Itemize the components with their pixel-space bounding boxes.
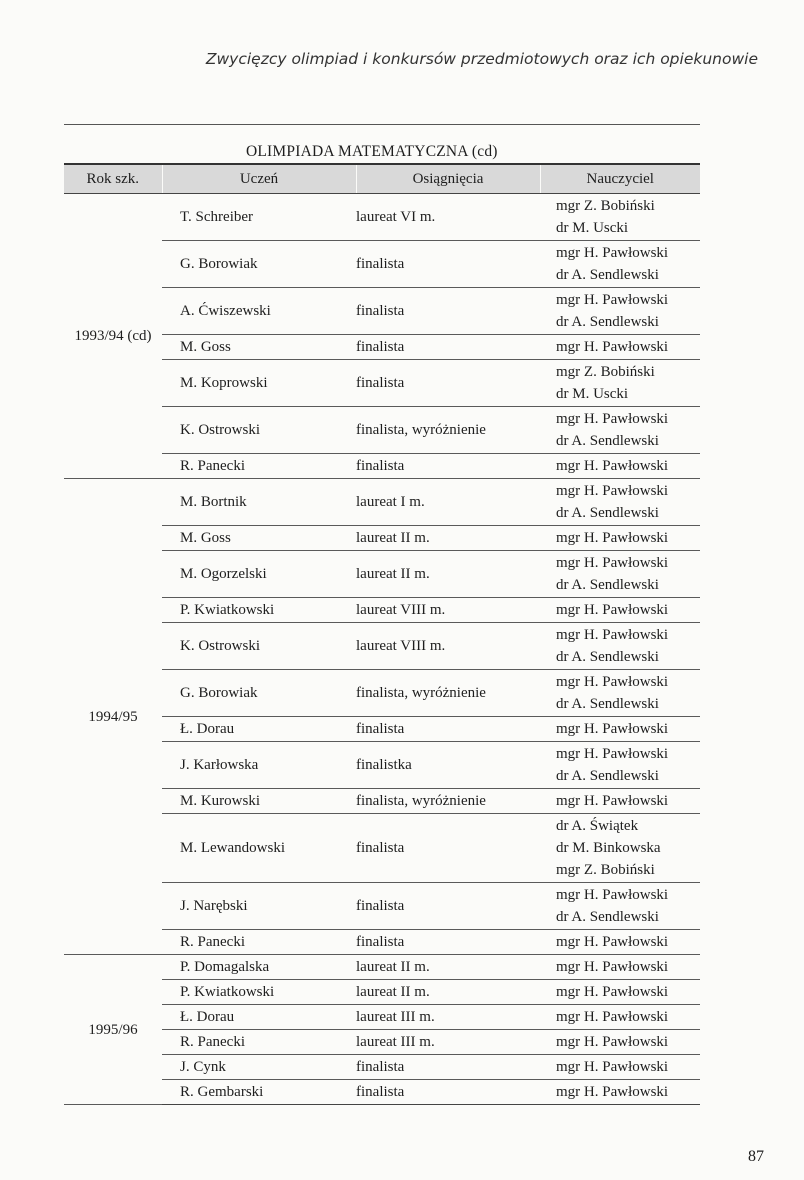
teacher-name: dr A. Sendlewski — [556, 314, 659, 330]
teacher-name: mgr H. Pawłowski — [556, 1034, 669, 1050]
teacher-name: mgr H. Pawłowski — [556, 530, 669, 546]
teacher-name: mgr H. Pawłowski — [556, 458, 669, 474]
teacher-name: mgr H. Pawłowski — [556, 602, 669, 618]
column-header-student: Uczeń — [162, 164, 356, 194]
column-header-teacher: Nauczyciel — [540, 164, 700, 194]
teacher-name: mgr H. Pawłowski — [556, 1084, 669, 1100]
achievement-cell: laureat I m. — [356, 479, 540, 526]
table-row — [64, 955, 700, 980]
achievement-cell: finalista — [356, 814, 540, 883]
teacher-name: mgr H. Pawłowski — [556, 746, 669, 762]
teacher-cell — [540, 789, 700, 814]
student-cell: J. Narębski — [162, 883, 356, 930]
student-cell: G. Borowiak — [162, 241, 356, 288]
teacher-cell — [540, 883, 700, 930]
column-header-year: Rok szk. — [64, 164, 162, 194]
teacher-name: dr A. Świątek — [556, 818, 639, 834]
achievement-cell: laureat VIII m. — [356, 623, 540, 670]
student-cell: P. Kwiatkowski — [162, 980, 356, 1005]
teacher-name: mgr Z. Bobiński — [556, 364, 655, 380]
teacher-name: mgr H. Pawłowski — [556, 555, 669, 571]
school-year-cell: 1994/95 — [64, 479, 162, 955]
teacher-cell — [540, 551, 700, 598]
teacher-name: mgr H. Pawłowski — [556, 721, 669, 737]
teacher-name: mgr H. Pawłowski — [556, 1009, 669, 1025]
teacher-cell — [540, 1080, 700, 1105]
teacher-name: mgr H. Pawłowski — [556, 1059, 669, 1075]
student-cell: K. Ostrowski — [162, 623, 356, 670]
teacher-name: dr A. Sendlewski — [556, 577, 659, 593]
teacher-cell — [540, 598, 700, 623]
achievement-cell: laureat II m. — [356, 955, 540, 980]
teacher-name: dr A. Sendlewski — [556, 696, 659, 712]
teacher-cell — [540, 360, 700, 407]
student-cell: R. Gembarski — [162, 1080, 356, 1105]
teacher-cell — [540, 742, 700, 789]
teacher-name: dr M. Uscki — [556, 220, 629, 236]
student-cell: A. Ćwiszewski — [162, 288, 356, 335]
achievement-cell: laureat II m. — [356, 551, 540, 598]
teacher-name: mgr Z. Bobiński — [556, 198, 655, 214]
table-body — [64, 194, 700, 1105]
teacher-name: mgr H. Pawłowski — [556, 483, 669, 499]
teacher-name: mgr H. Pawłowski — [556, 339, 669, 355]
teacher-cell — [540, 1030, 700, 1055]
teacher-name: dr A. Sendlewski — [556, 433, 659, 449]
teacher-cell — [540, 670, 700, 717]
achievement-cell: finalista — [356, 335, 540, 360]
teacher-name: dr M. Uscki — [556, 386, 629, 402]
table-title: OLIMPIADA MATEMATYCZNA (cd) — [246, 143, 498, 160]
achievement-cell: finalista — [356, 883, 540, 930]
achievement-cell: laureat VIII m. — [356, 598, 540, 623]
achievement-cell: finalistka — [356, 742, 540, 789]
achievement-cell: laureat VI m. — [356, 194, 540, 241]
teacher-cell — [540, 454, 700, 479]
achievement-cell: laureat II m. — [356, 526, 540, 551]
teacher-cell — [540, 930, 700, 955]
page-number: 87 — [748, 1148, 764, 1165]
student-cell: M. Koprowski — [162, 360, 356, 407]
student-cell: M. Bortnik — [162, 479, 356, 526]
achievement-cell: laureat III m. — [356, 1030, 540, 1055]
teacher-name: dr A. Sendlewski — [556, 768, 659, 784]
teacher-cell — [540, 241, 700, 288]
teacher-name: dr A. Sendlewski — [556, 649, 659, 665]
results-table — [64, 163, 700, 1105]
school-year-cell: 1993/94 (cd) — [64, 194, 162, 479]
teacher-name: mgr H. Pawłowski — [556, 292, 669, 308]
teacher-name: mgr H. Pawłowski — [556, 411, 669, 427]
teacher-cell — [540, 479, 700, 526]
table-row — [64, 479, 700, 526]
student-cell: K. Ostrowski — [162, 407, 356, 454]
teacher-cell — [540, 623, 700, 670]
table-row — [64, 194, 700, 241]
column-header-achievement: Osiągnięcia — [356, 164, 540, 194]
achievement-cell: laureat II m. — [356, 980, 540, 1005]
teacher-name: mgr H. Pawłowski — [556, 887, 669, 903]
student-cell: Ł. Dorau — [162, 717, 356, 742]
teacher-cell — [540, 335, 700, 360]
achievement-cell: finalista — [356, 930, 540, 955]
student-cell: G. Borowiak — [162, 670, 356, 717]
achievement-cell: finalista, wyróżnienie — [356, 407, 540, 454]
teacher-name: dr M. Binkowska — [556, 840, 661, 856]
teacher-name: mgr H. Pawłowski — [556, 984, 669, 1000]
achievement-cell: finalista, wyróżnienie — [356, 670, 540, 717]
achievement-cell: finalista — [356, 1055, 540, 1080]
student-cell: R. Panecki — [162, 1030, 356, 1055]
achievement-cell: finalista, wyróżnienie — [356, 789, 540, 814]
teacher-name: mgr H. Pawłowski — [556, 934, 669, 950]
student-cell: M. Ogorzelski — [162, 551, 356, 598]
achievement-cell: finalista — [356, 1080, 540, 1105]
teacher-cell — [540, 526, 700, 551]
teacher-cell — [540, 814, 700, 883]
school-year-cell: 1995/96 — [64, 955, 162, 1105]
teacher-name: mgr H. Pawłowski — [556, 245, 669, 261]
achievement-cell: finalista — [356, 288, 540, 335]
teacher-name: mgr H. Pawłowski — [556, 793, 669, 809]
student-cell: J. Cynk — [162, 1055, 356, 1080]
student-cell: M. Goss — [162, 335, 356, 360]
table-header-row — [64, 164, 700, 194]
teacher-cell — [540, 288, 700, 335]
teacher-cell — [540, 717, 700, 742]
teacher-name: mgr Z. Bobiński — [556, 862, 655, 878]
student-cell: P. Domagalska — [162, 955, 356, 980]
teacher-cell — [540, 194, 700, 241]
teacher-name: mgr H. Pawłowski — [556, 959, 669, 975]
achievement-cell: finalista — [356, 360, 540, 407]
student-cell: R. Panecki — [162, 930, 356, 955]
teacher-cell — [540, 1055, 700, 1080]
achievement-cell: laureat III m. — [356, 1005, 540, 1030]
top-rule — [64, 124, 700, 125]
student-cell: M. Kurowski — [162, 789, 356, 814]
teacher-cell — [540, 1005, 700, 1030]
teacher-name: dr A. Sendlewski — [556, 267, 659, 283]
teacher-name: mgr H. Pawłowski — [556, 674, 669, 690]
teacher-cell — [540, 980, 700, 1005]
teacher-name: dr A. Sendlewski — [556, 505, 659, 521]
student-cell: T. Schreiber — [162, 194, 356, 241]
student-cell: M. Lewandowski — [162, 814, 356, 883]
teacher-name: dr A. Sendlewski — [556, 909, 659, 925]
achievement-cell: finalista — [356, 454, 540, 479]
running-header: Zwycięzcy olimpiad i konkursów przedmiotowych oraz ich opiekunowie — [205, 50, 758, 68]
achievement-cell: finalista — [356, 717, 540, 742]
student-cell: M. Goss — [162, 526, 356, 551]
student-cell: J. Karłowska — [162, 742, 356, 789]
achievement-cell: finalista — [356, 241, 540, 288]
teacher-name: mgr H. Pawłowski — [556, 627, 669, 643]
teacher-cell — [540, 407, 700, 454]
student-cell: P. Kwiatkowski — [162, 598, 356, 623]
student-cell: Ł. Dorau — [162, 1005, 356, 1030]
student-cell: R. Panecki — [162, 454, 356, 479]
teacher-cell — [540, 955, 700, 980]
